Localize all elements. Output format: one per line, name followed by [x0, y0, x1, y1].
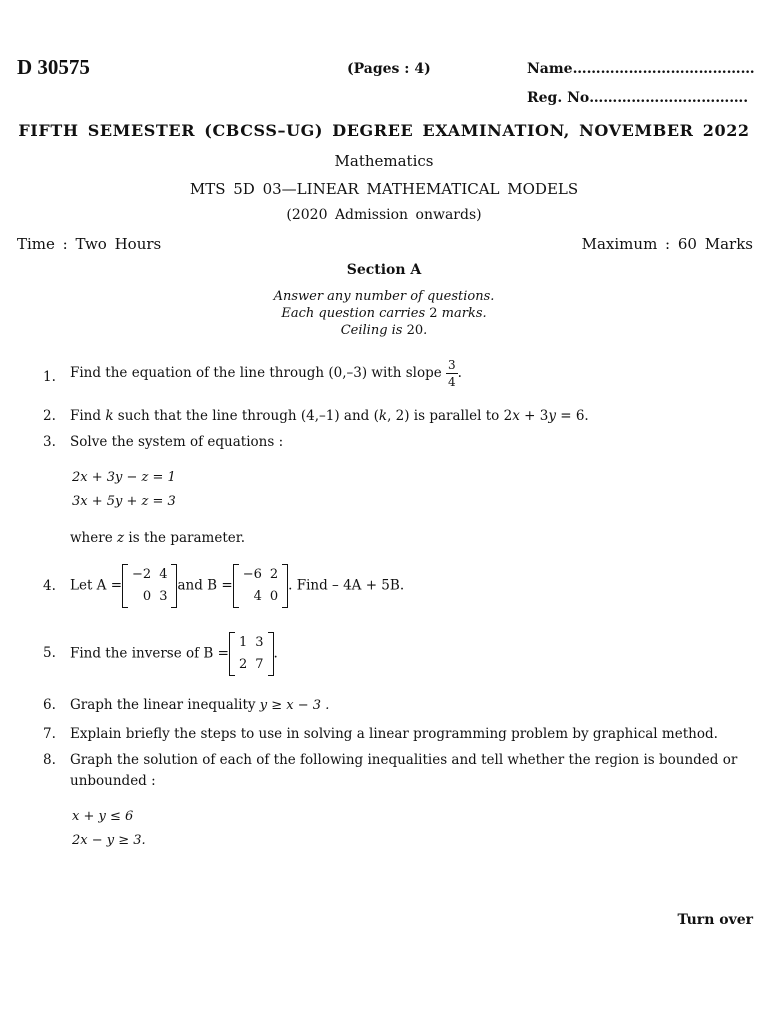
- question-text: Graph the linear inequality: [70, 697, 260, 713]
- question-text: Find the inverse of B =: [70, 645, 229, 662]
- matrix-cell: 3: [159, 589, 168, 604]
- matrix-a: [122, 564, 177, 608]
- matrix-cell: −2: [132, 567, 152, 582]
- question-text: , 2) is parallel to 2: [387, 408, 513, 424]
- variable-k: k: [378, 408, 388, 424]
- question-text: Let A =: [70, 577, 123, 594]
- matrix-cell: 3: [255, 635, 264, 650]
- time-allowed: Time : Two Hours: [17, 235, 162, 253]
- matrix-cell: 2: [269, 567, 279, 582]
- question-number: 6.: [43, 697, 56, 713]
- equation-2: 3x + 5y + z = 3: [72, 494, 176, 509]
- question-4: [70, 564, 404, 608]
- question-8-line-1: Graph the solution of each of the following inequalities and tell whether the region is bounded or: [70, 752, 738, 768]
- matrix-cell: 4: [159, 567, 168, 582]
- question-text: where: [70, 530, 117, 546]
- page-count: (Pages : 4): [347, 61, 431, 77]
- name-label: Name: [527, 61, 573, 77]
- question-text: . Find – 4A + 5B.: [288, 577, 405, 594]
- question-number: 3.: [43, 434, 56, 450]
- question-number: 8.: [43, 752, 56, 768]
- question-8-line-2: unbounded :: [70, 773, 156, 789]
- question-3: Solve the system of equations :: [70, 434, 284, 450]
- question-text: Find the equation of the line through (0,–3) with slope: [70, 365, 442, 381]
- matrix-cell: 1: [238, 635, 248, 650]
- instruction-text: Ceiling is: [340, 323, 407, 338]
- matrix-cell: 0: [142, 589, 152, 604]
- question-number: 2.: [43, 408, 56, 424]
- variable-x: x: [512, 408, 520, 424]
- question-end: .: [273, 645, 278, 662]
- variable-k: k: [105, 408, 114, 424]
- question-text: such that the line through (4,–1) and (: [113, 408, 379, 424]
- question-end: .: [457, 365, 462, 381]
- slope-fraction: [446, 357, 458, 390]
- maximum-marks: Maximum : 60 Marks: [581, 235, 753, 253]
- section-title: Section A: [346, 262, 422, 278]
- instruction-number: 2: [429, 306, 438, 321]
- question-1: [70, 357, 462, 390]
- question-2: [70, 408, 589, 424]
- reg-label: Reg. No: [527, 90, 590, 106]
- question-text: + 3: [519, 408, 549, 424]
- question-text: and B =: [177, 577, 233, 594]
- question-6: [70, 697, 329, 713]
- instruction-line-2: [0, 306, 768, 321]
- instruction-line-1: Answer any number of questions.: [273, 289, 495, 304]
- matrix-cell: 2: [238, 657, 248, 672]
- paper-title: MTS 5D 03—LINEAR MATHEMATICAL MODELS: [189, 180, 579, 198]
- matrix-b: [229, 632, 274, 676]
- instruction-line-3: [0, 323, 768, 338]
- admission-note: (2020 Admission onwards): [286, 207, 482, 223]
- parameter-note: [70, 530, 245, 546]
- instruction-text: marks.: [437, 306, 487, 321]
- matrix-cell: 7: [255, 657, 264, 672]
- equation-1: 2x + 3y − z = 1: [72, 470, 176, 485]
- name-dots: …………………………………: [572, 61, 755, 77]
- inequality-2: 2x − y ≥ 3.: [72, 833, 146, 848]
- question-number: 5.: [43, 645, 56, 661]
- question-number: 1.: [43, 369, 56, 385]
- matrix-cell: 0: [269, 589, 279, 604]
- question-text: Find: [70, 408, 106, 424]
- turn-over-note: Turn over: [677, 912, 753, 928]
- variable-y: y: [548, 408, 556, 424]
- matrix-cell: 4: [253, 589, 262, 604]
- reg-dots: …………………………….: [589, 90, 749, 106]
- subject: Mathematics: [334, 152, 434, 170]
- variable-z: z: [116, 530, 125, 546]
- name-field: [527, 61, 755, 77]
- question-7: Explain briefly the steps to use in solving a linear programming problem by graphical method.: [70, 726, 718, 742]
- fraction-numerator: 3: [448, 358, 456, 372]
- question-text: is the parameter.: [124, 530, 245, 546]
- question-5: [70, 632, 278, 676]
- question-number: 4.: [43, 578, 56, 594]
- question-number: 7.: [43, 726, 56, 742]
- paper-code: D 30575: [17, 55, 90, 79]
- inequality-expression: y ≥ x − 3 .: [259, 698, 330, 713]
- fraction-denominator: 4: [448, 375, 456, 389]
- exam-title: FIFTH SEMESTER (CBCSS–UG) DEGREE EXAMINATION, NOVEMBER 2022: [18, 121, 750, 140]
- instruction-text: .: [423, 323, 428, 338]
- reg-no-field: [527, 90, 748, 106]
- instruction-number: 20: [406, 323, 424, 338]
- question-text: = 6.: [555, 408, 589, 424]
- matrix-cell: −6: [242, 567, 262, 582]
- inequality-1: x + y ≤ 6: [72, 809, 134, 824]
- matrix-b: [233, 564, 288, 608]
- instruction-text: Each question carries: [281, 306, 430, 321]
